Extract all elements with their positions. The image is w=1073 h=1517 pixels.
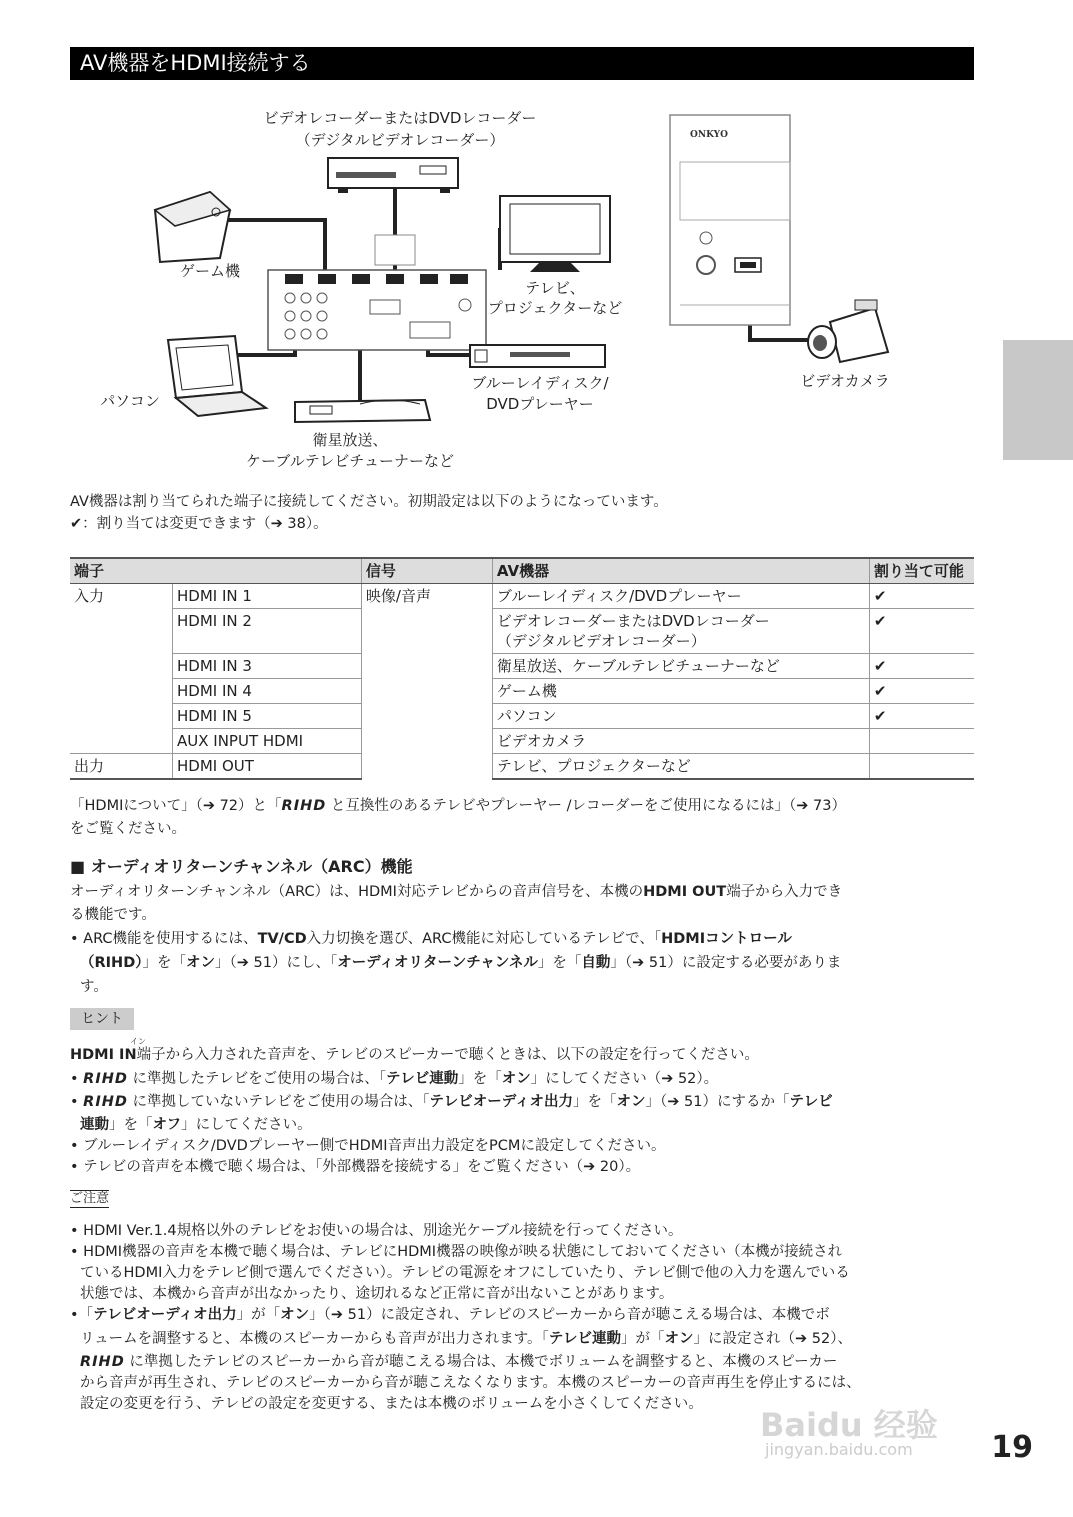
table-row: HDMI IN 3 衛星放送、ケーブルテレビチューナーなど ✔ [70,654,974,679]
tv-device [500,196,610,272]
caution-4: リュームを調整すると、本機のスピーカーからも音声が出力されます。「テレビ連動」が「オン」に設定され（➔ 52）、 [80,1331,852,1347]
hint-line-1: HDMI IN端子から入力された音声を、テレビのスピーカーで聴くときは、以下の設定を行ってください。 [70,1047,759,1063]
video-camera [808,300,888,362]
brand-label: ONKYO [690,130,728,140]
table-row: HDMI IN 5 パソコン ✔ [70,704,974,729]
assignment-table [70,557,974,780]
reference-line-2: をご覧ください。 [70,821,186,837]
satellite-label-2: ケーブルテレビチューナーなど [246,452,454,470]
hint-line-3: • RIHD に準拠していないテレビをご使用の場合は、「テレビオーディオ出力」を「オン」（➔ 51）にするか「テレビ [70,1094,833,1110]
caution-2c: 状態では、本機から音声が出なかったり、途切れるなど正常に音が出ないことがあります。 [80,1286,674,1302]
caution-5: RIHD に準拠したテレビのスピーカーから音が聴こえる場合は、本機でボリュームを調整すると、本機のスピーカー [80,1354,838,1370]
section-title: AV機器をHDMI接続する [70,47,974,80]
page-number: 19 [991,1430,1033,1465]
pc-laptop [168,336,266,416]
hint-label: ヒント [70,1008,134,1030]
hint-line-5: • ブルーレイディスク/DVDプレーヤー側でHDMI音声出力設定をPCMに設定してください。 [70,1138,666,1154]
bluray-label-2: DVDプレーヤー [486,395,594,413]
satellite-tuner [295,400,430,422]
hint-line-2: • RIHD に準拠したテレビをご使用の場合は、「テレビ連動」を「オン」にしてください（➔ 52）。 [70,1071,719,1087]
arc-heading: ■ オーディオリターンチャンネル（ARC）機能 [70,857,413,876]
pc-label: パソコン [100,392,160,410]
watermark-url: jingyan.baidu.com [765,1440,913,1459]
table-row: HDMI IN 4 ゲーム機 ✔ [70,679,974,704]
intro-line-1: AV機器は割り当てられた端子に接続してください。初期設定は以下のようになっています。 [70,494,668,510]
caution-2b: ているHDMI入力をテレビ側で選んでください）。テレビの電源をオフにしていたり、テレビ側で他の入力を選んでいる [80,1265,850,1281]
table-row: AUX INPUT HDMI ビデオカメラ [70,729,974,754]
tv-label-2: プロジェクターなど [487,299,623,317]
game-console [155,192,230,262]
caution-6: から音声が再生され、テレビのスピーカーから音が聴こえなくなります。本機のスピーカーの音声再生を停止するには、 [80,1375,861,1391]
satellite-label-1: 衛星放送、 [312,431,388,449]
table-row: HDMI IN 2 ビデオレコーダーまたはDVDレコーダー （デジタルビデオレコーダー） ✔ [70,609,974,654]
recorder-label-1: ビデオレコーダーまたはDVDレコーダー [263,109,537,127]
caution-label: ご注意 [70,1191,110,1206]
table-header: 端子 信号 AV機器 割り当て可能 [70,558,974,584]
rihd-logo: RIHD [281,798,327,814]
recorder-label-2: （デジタルビデオレコーダー） [295,131,505,149]
hint-line-4: 連動」を「オフ」にしてください。 [80,1117,312,1133]
caution-1: • HDMI Ver.1.4規格以外のテレビをお使いの場合は、別途光ケーブル接続を行ってください。 [70,1223,683,1239]
check-icon: ✔ [70,516,83,532]
receiver-rear-panel [268,235,486,350]
caution-7: 設定の変更を行う、テレビの設定を変更する、または本機のボリュームを小さくしてください。 [80,1396,703,1412]
arc-bullet-1: • ARC機能を使用するには、TV/CD入力切換を選び、ARC機能に対応しているテレビで、「HDMIコントロール [70,931,792,947]
caution-3: •「テレビオーディオ出力」が「オン」（➔ 51）に設定され、テレビのスピーカーから音が聴こえる場合は、本機でボ [70,1307,830,1323]
bluray-player [470,345,605,367]
game-label: ゲーム機 [179,262,240,280]
arc-bullet-1-cont: （RIHD）」を「オン」（➔ 51）にし、「オーディオリターンチャンネル」を「自動」（➔ 51）に設定する必要がありま [80,955,842,971]
bluray-label-1: ブルーレイディスク/ [471,374,609,392]
tv-label-1: テレビ、 [525,279,585,297]
table-row: 入力 HDMI IN 1 映像/音声 ブルーレイディスク/DVDプレーヤー ✔ [70,584,974,609]
camera-label: ビデオカメラ [800,372,890,390]
hint-line-6: • テレビの音声を本機で聴く場合は、「外部機器を接続する」をご覧ください（➔ 20）。 [70,1159,641,1175]
caution-2a: • HDMI機器の音声を本機で聴く場合は、テレビにHDMI機器の映像が映る状態にしておいてください（本機が接続され [70,1244,843,1260]
reference-line-1: 「HDMIについて」（➔ 72）と「RIHD と互換性のあるテレビやプレーヤー /レコーダーをご使用になるには」（➔ 73） [70,798,846,814]
recorder-device [328,158,458,193]
watermark-logo: Baidu 经验 [760,1406,938,1444]
table-row: 出力 HDMI OUT テレビ、プロジェクターなど [70,754,974,780]
arc-p1: オーディオリターンチャンネル（ARC）は、HDMI対応テレビからの音声信号を、本機のHDMI OUT端子から入力でき [70,884,843,900]
intro-line-2: ✔：割り当ては変更できます（➔ 38）。 [70,516,328,532]
receiver-front-panel [670,115,790,325]
side-tab [1003,340,1073,460]
arc-bullet-1-end: す。 [80,979,108,995]
arc-p1-cont: る機能です。 [70,907,156,923]
ruby-in: イン [130,1037,146,1046]
